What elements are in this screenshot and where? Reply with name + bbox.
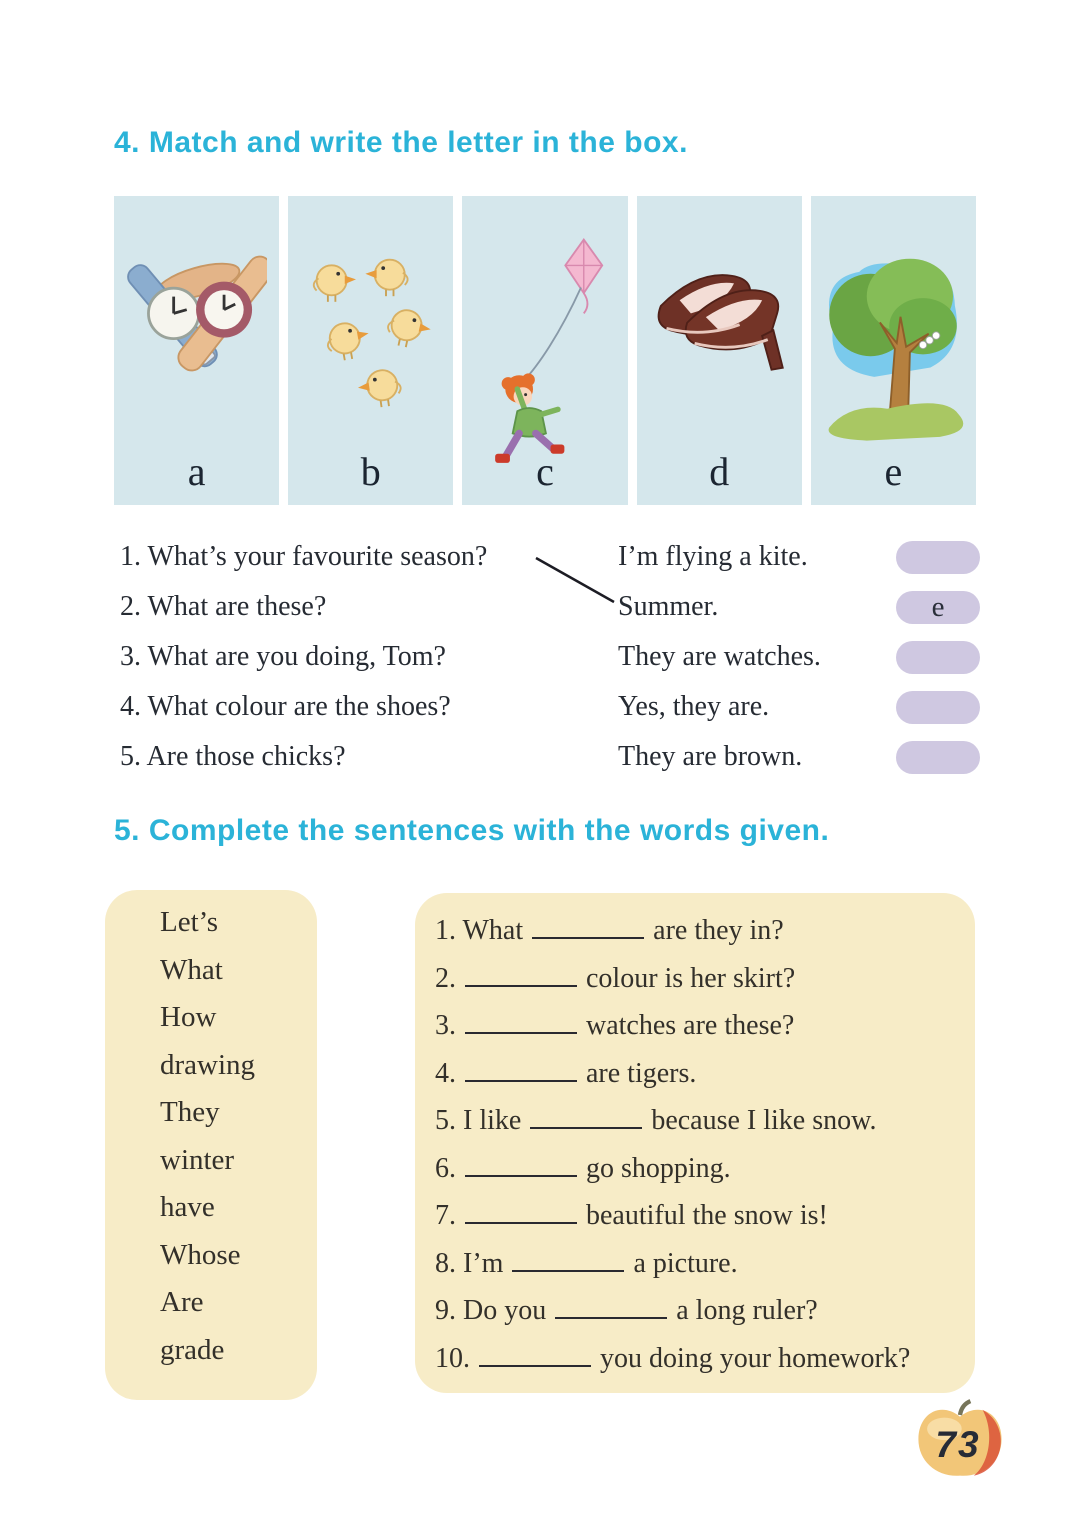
fill-blank-3[interactable] bbox=[465, 1007, 577, 1034]
question-4[interactable]: 4. What colour are the shoes? bbox=[120, 691, 451, 722]
sentence-7 bbox=[435, 1192, 975, 1240]
boy-flying-kite-icon bbox=[470, 234, 620, 474]
fill-blank-6[interactable] bbox=[465, 1150, 577, 1177]
shoes-icon bbox=[644, 234, 794, 404]
sentence-num: 10. bbox=[435, 1342, 470, 1374]
answer-box-5[interactable] bbox=[896, 741, 980, 774]
sentence-post: a picture. bbox=[633, 1247, 738, 1279]
sentence-post: you doing your homework? bbox=[600, 1342, 911, 1374]
sentence-5 bbox=[435, 1097, 975, 1145]
sentence-num: 9. bbox=[435, 1295, 456, 1326]
sentence-post: are tigers. bbox=[586, 1057, 697, 1089]
sentence-list bbox=[415, 893, 975, 1393]
sentence-8 bbox=[435, 1240, 975, 1288]
question-3[interactable]: 3. What are you doing, Tom? bbox=[120, 641, 446, 672]
sentence-num: 2. bbox=[435, 962, 456, 994]
word-bank-item: Are bbox=[160, 1286, 204, 1318]
sentence-10 bbox=[435, 1335, 975, 1383]
fill-blank-7[interactable] bbox=[465, 1197, 577, 1224]
sentence-num: 8. bbox=[435, 1247, 456, 1279]
picture-cell-c bbox=[462, 196, 627, 505]
fill-blank-4[interactable] bbox=[465, 1055, 577, 1082]
word-bank-item: They bbox=[160, 1096, 220, 1128]
chicks-icon bbox=[296, 234, 446, 424]
sentence-num: 5. bbox=[435, 1105, 456, 1136]
sentence-post: because I like snow. bbox=[651, 1105, 877, 1136]
sentence-3 bbox=[435, 1002, 975, 1050]
sentence-post: watches are these? bbox=[586, 1010, 795, 1041]
word-bank bbox=[105, 890, 317, 1400]
fill-blank-9[interactable] bbox=[555, 1292, 667, 1319]
question-2[interactable]: 2. What are these? bbox=[120, 591, 327, 622]
answer-5[interactable]: They are brown. bbox=[618, 741, 803, 772]
word-bank-item: have bbox=[160, 1191, 215, 1223]
picture-strip bbox=[114, 196, 976, 505]
answer-1[interactable]: I’m flying a kite. bbox=[618, 541, 808, 572]
sentence-4 bbox=[435, 1050, 975, 1098]
sentence-num: 6. bbox=[435, 1152, 456, 1184]
answer-2[interactable]: Summer. bbox=[618, 591, 719, 622]
answer-box-1[interactable] bbox=[896, 541, 980, 574]
picture-letter-b: b bbox=[360, 449, 381, 494]
sentence-num: 3. bbox=[435, 1010, 456, 1041]
word-bank-item: Whose bbox=[160, 1238, 241, 1271]
answer-box-4[interactable] bbox=[896, 691, 980, 724]
fill-blank-10[interactable] bbox=[479, 1340, 591, 1367]
picture-cell-a bbox=[114, 196, 279, 505]
sentence-pre: I’m bbox=[463, 1247, 504, 1279]
word-bank-item: drawing bbox=[160, 1048, 256, 1081]
sentence-num: 7. bbox=[435, 1200, 456, 1231]
exercise4-title: 4. Match and write the letter in the box. bbox=[114, 126, 688, 159]
word-bank-item: Let’s bbox=[160, 906, 218, 938]
tree-icon bbox=[818, 234, 968, 454]
sentence-num: 4. bbox=[435, 1057, 456, 1089]
match-line-q1-summer bbox=[528, 548, 624, 610]
answer-box-3[interactable] bbox=[896, 641, 980, 674]
picture-cell-e bbox=[811, 196, 976, 505]
sentence-pre: I like bbox=[463, 1105, 522, 1136]
answer-3[interactable]: They are watches. bbox=[618, 641, 821, 672]
page-number-apple bbox=[908, 1396, 1012, 1486]
sentence-post: colour is her skirt? bbox=[586, 962, 796, 994]
fill-blank-2[interactable] bbox=[465, 960, 577, 987]
sentence-6 bbox=[435, 1145, 975, 1193]
watches-icon bbox=[127, 234, 267, 404]
answer-4[interactable]: Yes, they are. bbox=[618, 691, 770, 722]
word-bank-item: What bbox=[160, 953, 223, 986]
question-1[interactable]: 1. What’s your favourite season? bbox=[120, 541, 488, 572]
fill-blank-1[interactable] bbox=[532, 912, 644, 939]
picture-letter-c: c bbox=[536, 449, 554, 494]
picture-letter-d: d bbox=[709, 449, 730, 494]
exercise5-title: 5. Complete the sentences with the words given. bbox=[114, 814, 830, 847]
picture-cell-d bbox=[637, 196, 802, 505]
sentence-2 bbox=[435, 955, 975, 1003]
sentence-pre: What bbox=[462, 915, 524, 946]
question-5[interactable]: 5. Are those chicks? bbox=[120, 741, 346, 772]
page-number: 73 bbox=[935, 1424, 981, 1465]
word-bank-item: How bbox=[160, 1001, 217, 1033]
sentence-9 bbox=[435, 1287, 975, 1335]
sentence-post: a long ruler? bbox=[676, 1295, 818, 1326]
picture-letter-a: a bbox=[187, 449, 206, 494]
word-bank-item: winter bbox=[160, 1143, 235, 1176]
sentence-post: beautiful the snow is! bbox=[586, 1200, 828, 1231]
sentence-post: go shopping. bbox=[586, 1152, 731, 1184]
sentence-post: are they in? bbox=[653, 915, 784, 946]
sentence-pre: Do you bbox=[463, 1295, 547, 1326]
fill-blank-8[interactable] bbox=[512, 1245, 624, 1272]
word-bank-item: grade bbox=[160, 1333, 225, 1366]
fill-blank-5[interactable] bbox=[530, 1102, 642, 1129]
sentence-num: 1. bbox=[435, 915, 456, 946]
answer-box-2[interactable]: e bbox=[896, 591, 980, 624]
picture-cell-b bbox=[288, 196, 453, 505]
picture-letter-e: e bbox=[884, 449, 903, 494]
sentence-1 bbox=[435, 907, 975, 955]
